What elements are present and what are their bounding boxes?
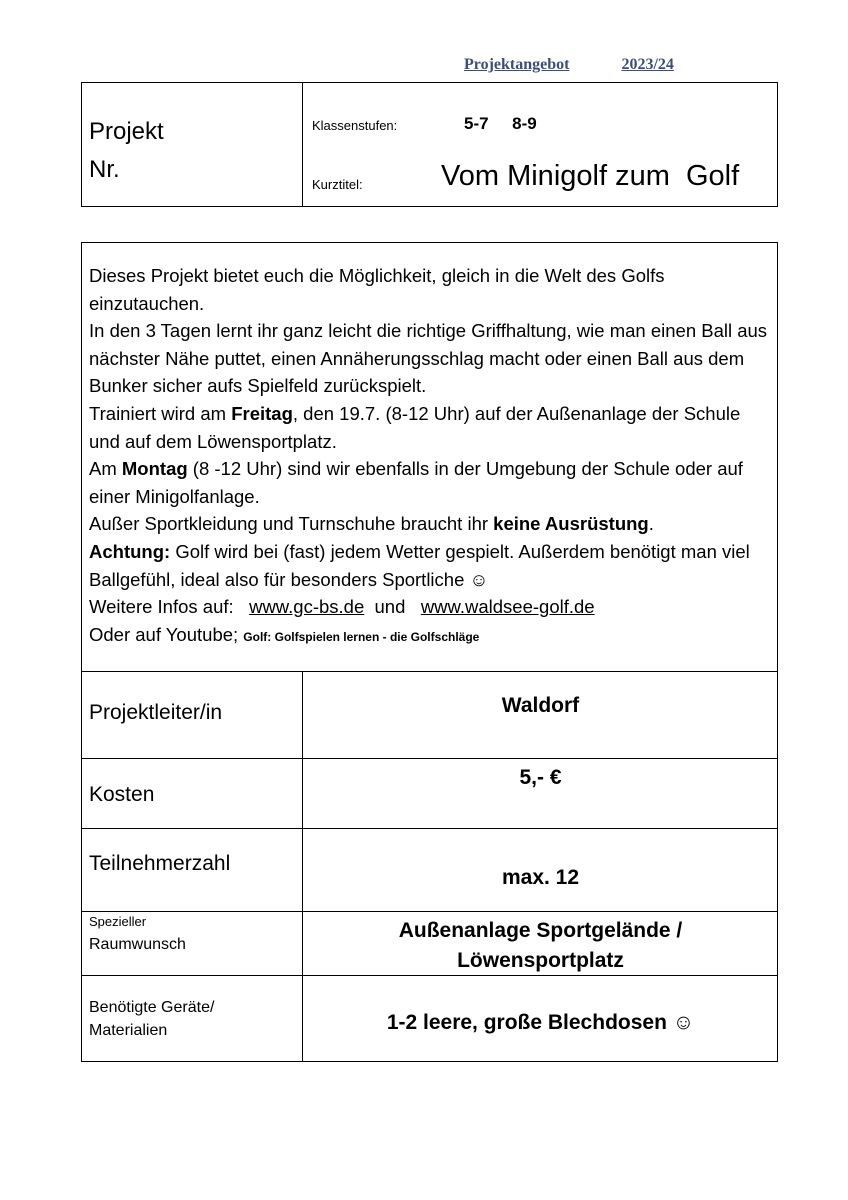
desc-paragraph: In den 3 Tagen lernt ihr ganz leicht die richtige Griffhaltung, wie man einen Ball aus nächster Nähe puttet, einen Annäherungsschlag macht oder einen Ball aus dem Bunker sicher aufs Spielfeld zurückspielt.	[89, 320, 768, 397]
header-label: Projektangebot	[464, 56, 570, 73]
desc-text: Außer Sportkleidung und Turnschuhe braucht ihr	[89, 513, 494, 535]
desc-paragraph	[89, 538, 769, 593]
desc-bold: Achtung:	[89, 540, 171, 562]
project-description	[89, 262, 769, 651]
link-gc-bs[interactable]: www.gc-bs.de	[249, 596, 365, 618]
project-info-divider	[302, 82, 303, 207]
desc-paragraph	[89, 400, 769, 455]
desc-paragraph	[89, 621, 769, 652]
short-title: Vom Minigolf zum Golf	[441, 160, 740, 192]
page-header	[464, 56, 674, 74]
desc-paragraph	[89, 593, 769, 621]
short-title-label: Kurztitel:	[312, 177, 363, 192]
leader-value: Waldorf	[501, 694, 580, 717]
desc-text: , den 19.7. (8-12 Uhr) auf der Außenanlage der Schule und auf dem Löwensportplatz.	[89, 402, 741, 452]
leader-label: Projektleiter/in	[89, 701, 223, 724]
room-value-line2: Löwensportplatz	[457, 949, 624, 972]
desc-text: (8 -12 Uhr) sind wir ebenfalls in der Umgebung der Schule oder auf einer Minigolfanlage.	[89, 458, 743, 507]
desc-text: Oder auf Youtube;	[89, 623, 244, 645]
project-label-line2: Nr.	[89, 156, 120, 183]
materials-label-line2: Materialien	[89, 1022, 168, 1039]
participants-label: Teilnehmerzahl	[89, 852, 231, 875]
row-divider	[81, 671, 778, 672]
row-divider	[81, 911, 778, 912]
header-year: 2023/24	[621, 56, 674, 73]
youtube-reference: Golf: Golfspielen lernen - die Golfschläge	[243, 629, 480, 644]
room-label-small: Spezieller	[89, 914, 147, 929]
desc-text: .	[648, 513, 654, 535]
row-divider	[81, 758, 778, 759]
link-waldsee-golf[interactable]: www.waldsee-golf.de	[420, 596, 595, 618]
desc-paragraph	[89, 455, 769, 510]
desc-text: Golf wird bei (fast) jedem Wetter gespielt. Außerdem benötigt man viel Ballgefühl, ideal also für besonders Sportliche ☺	[89, 540, 750, 590]
grades-value: 5-7 8-9	[464, 114, 537, 133]
desc-text: Trainiert wird am	[89, 402, 232, 424]
grades-label: Klassenstufen:	[312, 118, 398, 133]
desc-bold: Freitag	[231, 402, 293, 424]
desc-text: und	[364, 596, 421, 618]
row-divider	[81, 828, 778, 829]
participants-value: max. 12	[501, 866, 580, 889]
cost-value: 5,- €	[519, 766, 562, 789]
materials-value: 1-2 leere, große Blechdosen ☺	[386, 1011, 695, 1034]
desc-text: Am	[89, 458, 122, 480]
project-number-label	[89, 113, 164, 189]
project-label-line1: Projekt	[89, 118, 164, 145]
room-value	[303, 916, 778, 976]
cost-label: Kosten	[89, 783, 155, 806]
desc-bold: Montag	[121, 458, 188, 480]
room-value-line1: Außenanlage Sportgelände /	[398, 919, 683, 942]
materials-label	[89, 996, 214, 1042]
room-label: Raumwunsch	[89, 936, 186, 953]
desc-bold: keine Ausrüstung	[493, 513, 649, 535]
desc-paragraph	[89, 510, 769, 538]
desc-text: Weitere Infos auf:	[89, 596, 250, 618]
materials-label-line1: Benötigte Geräte/	[89, 999, 215, 1016]
desc-paragraph: Dieses Projekt bietet euch die Möglichkeit, gleich in die Welt des Golfs einzutauchen.	[89, 265, 665, 314]
